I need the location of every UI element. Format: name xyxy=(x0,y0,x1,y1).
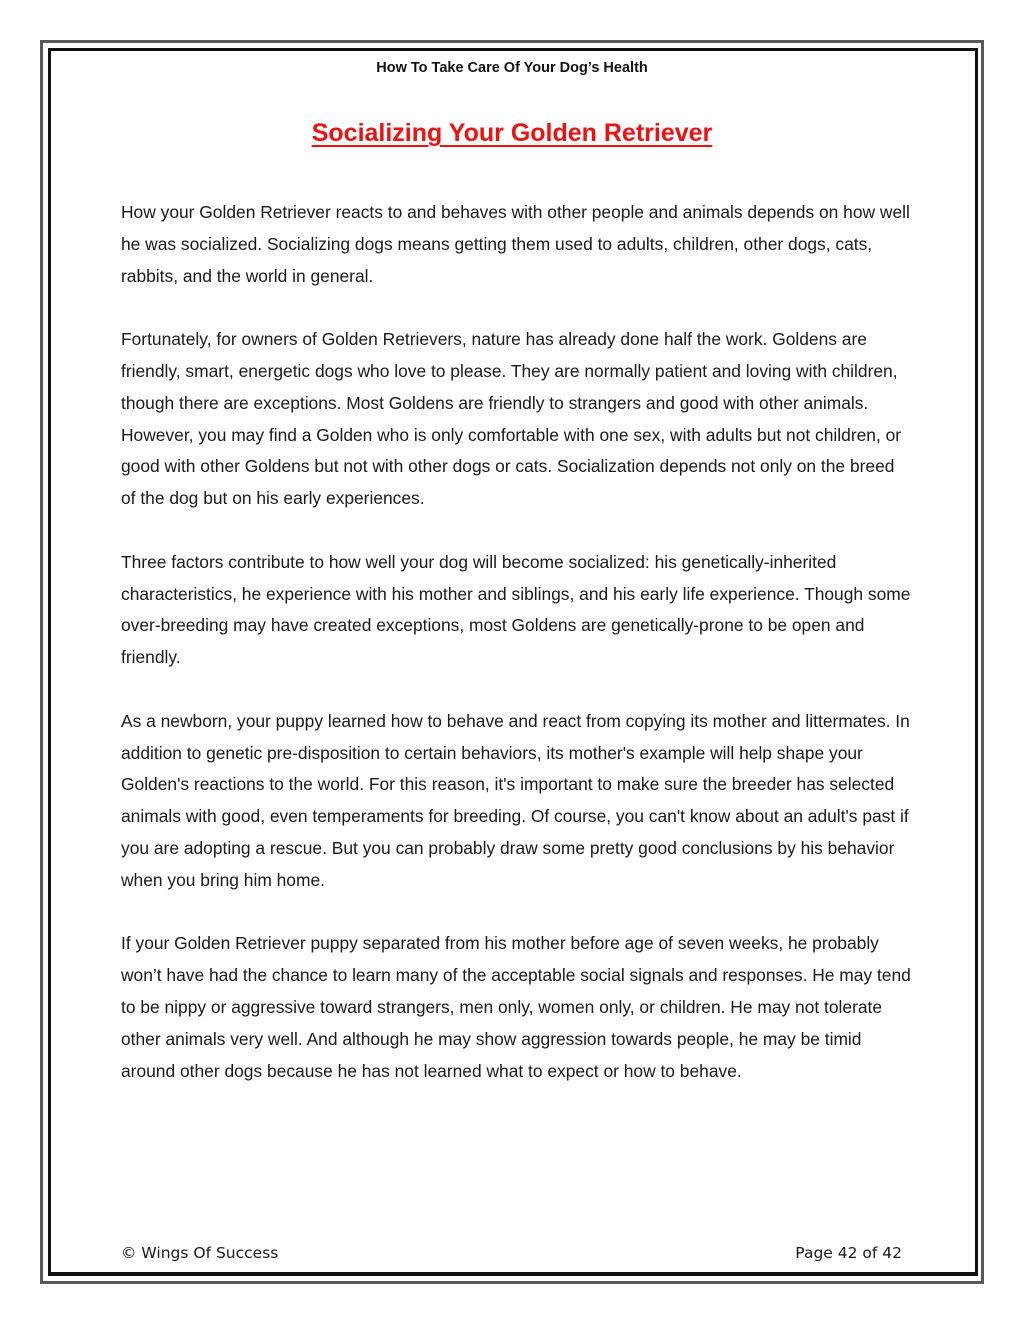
paragraph-4: As a newborn, your puppy learned how to behave and react from copying its mother and littermates. In addition to genetic pre-disposition to certain behaviors, its mother's example will help shape your Golden's reactions to the world. For this reason, it's important to make sure the breeder has selected animals with good, even temperaments for breeding. Of course, you can't know about an adult's past if you are adopting a rescue. But you can probably draw some pretty good conclusions by his behavior when you bring him home. xyxy=(121,710,910,890)
running-header: How To Take Care Of Your Dog’s Health xyxy=(376,60,648,76)
paragraph-5: If your Golden Retriever puppy separated from his mother before age of seven weeks, he probably won’t have had the chance to learn many of the acceptable social signals and responses. He may tend to be nippy or aggressive toward strangers, men only, women only, or children. He may not tolerate other animals very well. And although he may show aggression towards people, he may be timid around other dogs because he has not learned what to expect or how to behave. xyxy=(121,933,911,1081)
article-title: Socializing Your Golden Retriever xyxy=(311,119,713,147)
paragraph-3: Three factors contribute to how well your dog will become socialized: his genetically-inherited characteristics, he experience with his mother and siblings, and his early life experience. Though some over-breeding may have created exceptions, most Goldens are genetically-prone to be open and friendly. xyxy=(121,551,911,668)
paragraph-1: How your Golden Retriever reacts to and behaves with other people and animals depends on how well he was socialized. Socializing dogs means getting them used to adults, children, other dogs, cats, rabbits, and the world in general. xyxy=(121,202,910,286)
footer-copyright: © Wings Of Success xyxy=(121,1244,279,1262)
footer-page-number: Page 42 of 42 xyxy=(795,1244,902,1262)
article-body xyxy=(121,197,911,1119)
paragraph-2: Fortunately, for owners of Golden Retrievers, nature has already done half the work. Goldens are friendly, smart, energetic dogs who love to please. They are normally patient and loving with children, though there are exceptions. Most Goldens are friendly to strangers and good with other animals. However, you may find a Golden who is only comfortable with one sex, with adults but not children, or good with other Goldens but not with other dogs or cats. Socialization depends not only on the breed of the dog but on his early experiences. xyxy=(121,329,902,509)
